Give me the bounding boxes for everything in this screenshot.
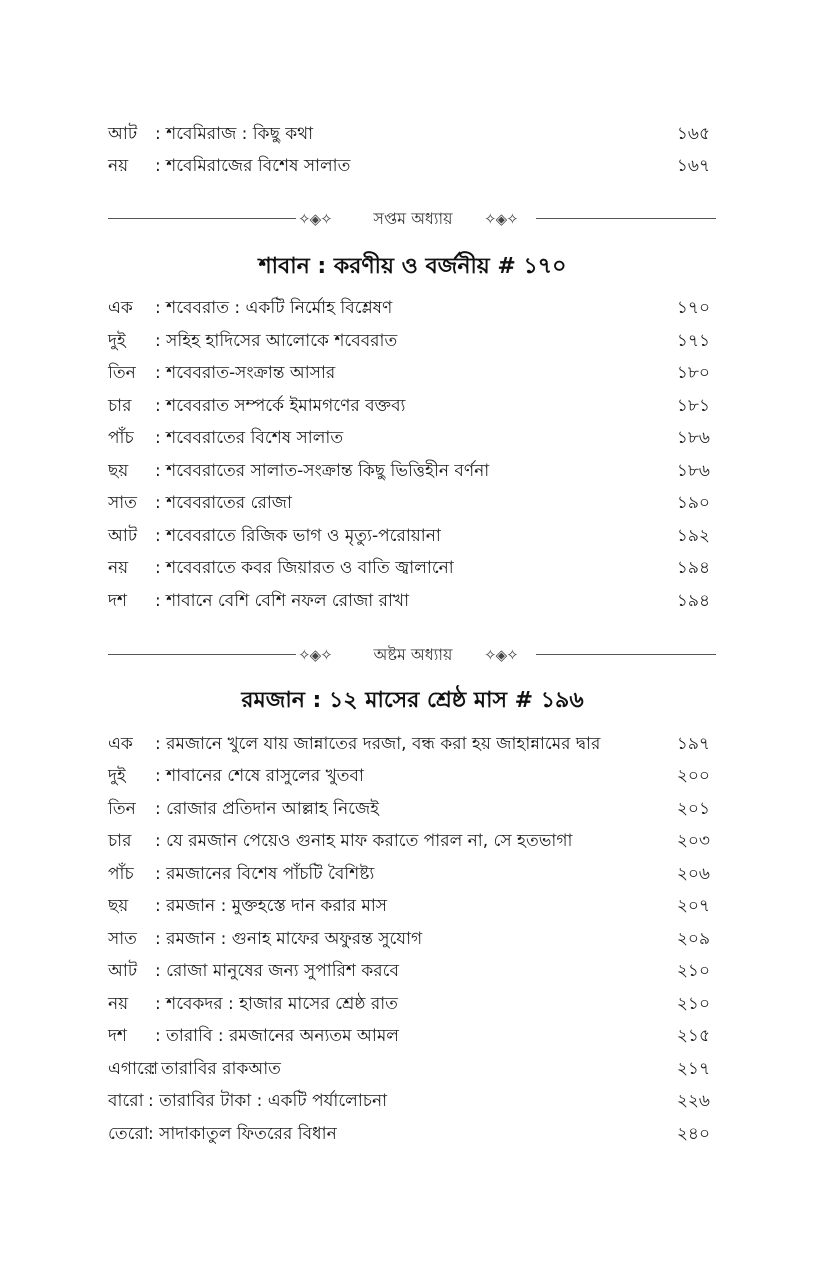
divider-rule: [108, 218, 296, 219]
entry-page: ২১০: [676, 961, 710, 981]
entry-number: পাঁচ: [108, 864, 134, 884]
entry-number: এগারো: [108, 1059, 159, 1079]
entry-page: ১৯৪: [676, 591, 710, 611]
entry-page: ১৭০: [676, 298, 710, 318]
entry-number: নয়: [108, 558, 129, 578]
toc-entry: [108, 553, 710, 583]
entry-title: : শবেমিরাজের বিশেষ সালাত: [155, 156, 351, 176]
entry-page: ২১৫: [676, 1026, 710, 1046]
entry-number: দশ: [108, 591, 127, 611]
entry-page: ১৯৪: [676, 558, 710, 578]
entry-number: দশ: [108, 1026, 127, 1046]
entry-number: তিন: [108, 799, 136, 819]
entry-page: ১৯০: [676, 493, 710, 513]
entry-page: ২১৭: [676, 1059, 710, 1079]
chapter-divider: [108, 640, 716, 670]
entry-title: : শবেবরাতে কবর জিয়ারত ও বাতি জ্বালানো: [155, 558, 454, 578]
entry-title: : রোজা মানুষের জন্য সুপারিশ করবে: [155, 961, 399, 981]
chapter-label: সপ্তম অধ্যায়: [373, 209, 453, 228]
entry-number: সাত: [108, 493, 137, 513]
entry-number: ছয়: [108, 461, 129, 481]
toc-entry: [108, 1086, 710, 1116]
ornament-icon: ✧◈✧: [484, 646, 518, 664]
entry-number: দুই: [108, 766, 126, 786]
entry-title: : তারাবির টাকা : একটি পর্যালোচনা: [148, 1091, 388, 1111]
entry-page: ১৭১: [676, 331, 710, 351]
entry-title: : শবেবরাতের বিশেষ সালাত: [155, 428, 344, 448]
toc-entry: [108, 293, 710, 323]
entry-title: : তারাবির রাকআত: [150, 1059, 281, 1079]
entry-number: এক: [108, 298, 133, 318]
entry-number: নয়: [108, 994, 129, 1014]
toc-entry: [108, 326, 710, 356]
chapter-divider: [108, 204, 716, 234]
entry-page: ২০৬: [676, 864, 710, 884]
ornament-icon: ✧◈✧: [484, 210, 518, 228]
entry-title: : শবেকদর : হাজার মাসের শ্রেষ্ঠ রাত: [155, 994, 398, 1014]
entry-page: ২৪০: [676, 1124, 710, 1144]
entry-number: চার: [108, 831, 132, 851]
toc-entry: [108, 488, 710, 518]
entry-title: : সাদাকাতুল ফিতরের বিধান: [148, 1124, 337, 1144]
toc-entry: [108, 423, 710, 453]
entry-number: আট: [108, 961, 138, 981]
entry-title: : শবেবরাত সম্পর্কে ইমামগণের বক্তব্য: [155, 396, 406, 416]
entry-number: তেরো: [108, 1124, 149, 1144]
entry-title: : শবেবরাত : একটি নির্মোহ বিশ্লেষণ: [155, 298, 393, 318]
toc-entry: [108, 1119, 710, 1149]
entry-title: : শবেবরাত-সংক্রান্ত আসার: [155, 363, 336, 383]
chapter-title: রমজান : ১২ মাসের শ্রেষ্ঠ মাস # ১৯৬: [241, 688, 584, 713]
entry-page: ২২৬: [676, 1091, 710, 1111]
entry-page: ১৬৭: [676, 156, 710, 176]
entry-page: ১৮৬: [676, 428, 710, 448]
toc-entry: [108, 1054, 710, 1084]
entry-title: : যে রমজান পেয়েও গুনাহ মাফ করাতে পারল না, সে হতভাগা: [155, 831, 573, 851]
entry-number: চার: [108, 396, 132, 416]
entry-title: : রমজানে খুলে যায় জান্নাতের দরজা, বন্ধ করা হয় জাহান্নামের দ্বার: [155, 734, 601, 754]
entry-number: দুই: [108, 331, 126, 351]
entry-number: ছয়: [108, 896, 129, 916]
toc-entry: [108, 521, 710, 551]
divider-rule: [536, 218, 716, 219]
toc-entry: [108, 956, 710, 986]
entry-page: ২০৩: [676, 831, 710, 851]
entry-title: : শবেবরাতের রোজা: [155, 493, 292, 513]
entry-page: ১৯২: [676, 526, 710, 546]
entry-page: ২০০: [676, 766, 710, 786]
entry-title: : তারাবি : রমজানের অন্যতম আমল: [155, 1026, 399, 1046]
entry-number: আট: [108, 526, 138, 546]
entry-title: : শবেবরাতের সালাত-সংক্রান্ত কিছু ভিত্তিহীন বর্ণনা: [155, 461, 490, 481]
entry-page: ১৬৫: [676, 124, 710, 144]
entry-page: ১৮১: [676, 396, 710, 416]
entry-title: : রোজার প্রতিদান আল্লাহ নিজেই: [155, 799, 380, 819]
entry-number: তিন: [108, 363, 136, 383]
chapter-title: শাবান : করণীয় ও বর্জনীয় # ১৭০: [258, 254, 567, 279]
toc-entry: [108, 794, 710, 824]
toc-entry: [108, 456, 710, 486]
ornament-icon: ✧◈✧: [298, 210, 332, 228]
toc-entry: [108, 826, 710, 856]
entry-title: : রমজান : গুনাহ মাফের অফুরন্ত সুযোগ: [155, 929, 423, 949]
entry-title: : শবেবরাতে রিজিক ভাগ ও মৃত্যু-পরোয়ানা: [155, 526, 441, 546]
toc-entry: [108, 859, 710, 889]
toc-entry: [108, 924, 710, 954]
entry-page: ২১০: [676, 994, 710, 1014]
ornament-icon: ✧◈✧: [298, 646, 332, 664]
entry-number: নয়: [108, 156, 129, 176]
toc-entry: [108, 729, 710, 759]
toc-entry: [108, 989, 710, 1019]
toc-entry: [108, 151, 710, 181]
entry-title: : রমজানের বিশেষ পাঁচটি বৈশিষ্ট্য: [155, 864, 375, 884]
entry-page: ১৮৬: [676, 461, 710, 481]
entry-page: ২০৭: [676, 896, 710, 916]
entry-number: পাঁচ: [108, 428, 134, 448]
chapter-label: অষ্টম অধ্যায়: [373, 645, 453, 664]
entry-title: : শাবানের শেষে রাসুলের খুতবা: [155, 766, 364, 786]
toc-entry: [108, 358, 710, 388]
entry-number: সাত: [108, 929, 137, 949]
toc-entry: [108, 391, 710, 421]
divider-rule: [536, 654, 716, 655]
entry-number: বারো: [108, 1091, 144, 1111]
entry-title: : রমজান : মুক্তহস্তে দান করার মাস: [155, 896, 388, 916]
entry-page: ১৮০: [676, 363, 710, 383]
entry-number: আট: [108, 124, 138, 144]
entry-title: : সহিহ হাদিসের আলোকে শবেবরাত: [155, 331, 398, 351]
entry-page: ২০১: [676, 799, 710, 819]
entry-page: ২০৯: [676, 929, 710, 949]
entry-number: এক: [108, 734, 133, 754]
entry-page: ১৯৭: [676, 734, 710, 754]
toc-entry: [108, 1021, 710, 1051]
entry-title: : শাবানে বেশি বেশি নফল রোজা রাখা: [155, 591, 409, 611]
toc-entry: [108, 761, 710, 791]
toc-entry: [108, 891, 710, 921]
entry-title: : শবেমিরাজ : কিছু কথা: [155, 124, 314, 144]
toc-entry: [108, 586, 710, 616]
divider-rule: [108, 654, 296, 655]
toc-entry: [108, 119, 710, 149]
